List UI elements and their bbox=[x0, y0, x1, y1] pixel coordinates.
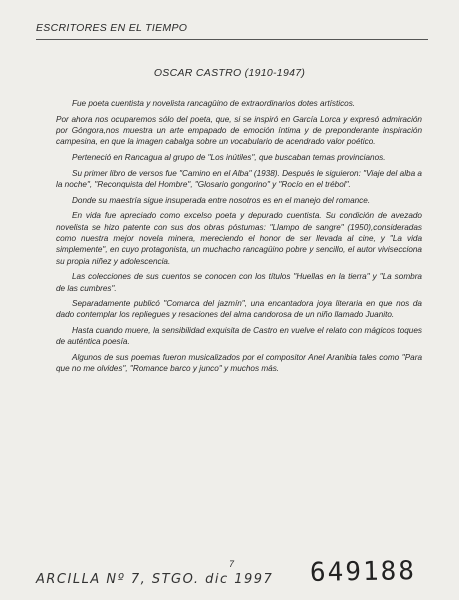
section-header: ESCRITORES EN EL TIEMPO bbox=[36, 22, 188, 34]
article-paragraph: Algunos de sus poemas fueron musicalizados por el compositor Anel Aranibia tales como "Para que no me olvides", "Romance barco y junco" y muchos más. bbox=[56, 353, 422, 374]
article-title: OSCAR CASTRO (1910-1947) bbox=[153, 67, 306, 79]
catalog-number-stamp: 649188 bbox=[309, 556, 417, 588]
article-paragraph: Fue poeta cuentista y novelista rancagüino de extraordinarios dotes artísticos. bbox=[72, 99, 356, 108]
article-paragraph: Por ahora nos ocuparemos sólo del poeta, que, si se inspiró en García Lorca y expresó admiración por Góngora,nos muestra un arte empapado de emoción íntima y de preponderante inspiración campesina, en que la imagen cabalga sobre un vocabulario de acendrado valor poético. bbox=[56, 114, 422, 147]
article-paragraph: Las colecciones de sus cuentos se conocen con los títulos "Huellas en la tierra" y "La sombra de las cumbres". bbox=[56, 272, 422, 293]
article-paragraph: Hasta cuando muere, la sensibilidad exquisita de Castro en vuelve el relato con mágicos toques de auténtica poesía. bbox=[56, 326, 422, 347]
page-number: 7 bbox=[229, 559, 235, 569]
article-paragraph: Separadamente publicó "Comarca del jazmín", una encantadora joya literaria en que nos da dado contemplar los repliegues y resaciones del alma candorosa de un niño llamado Juanito. bbox=[56, 299, 422, 320]
article-paragraph: En vida fue apreciado como excelso poeta y depurado cuentista. Su condición de avezado novelista se hizo patente con sus dos obras póstumas: "Llampo de sangre" (1950),consideradas como nuestra mejor novela minera, mereciendo el honor de ser llevada al cine, y "La vida simplemente", en cuyo protagonista, un muchacho rancagüino pobre y sencillo, el autor vivisecciona su propia niñez y adolescencia. bbox=[56, 211, 422, 266]
header-rule bbox=[36, 39, 428, 40]
handwritten-source-note: ARCILLA Nº 7, STGO. dic 1997 bbox=[36, 572, 274, 587]
article-paragraph: Su primer libro de versos fue "Camino en el Alba" (1938). Después le siguieron: "Viaje del alba a la noche", "Reconquista del Hombre", "Glosario gongorino" y "Rocío en el trébol". bbox=[56, 168, 422, 189]
article-paragraph: Donde su maestría sigue insuperada entre nosotros es en el manejo del romance. bbox=[72, 195, 371, 205]
article-body bbox=[56, 98, 422, 379]
article-paragraph: Perteneció en Rancagua al grupo de "Los inútiles", que buscaban temas provincianos. bbox=[72, 152, 386, 162]
